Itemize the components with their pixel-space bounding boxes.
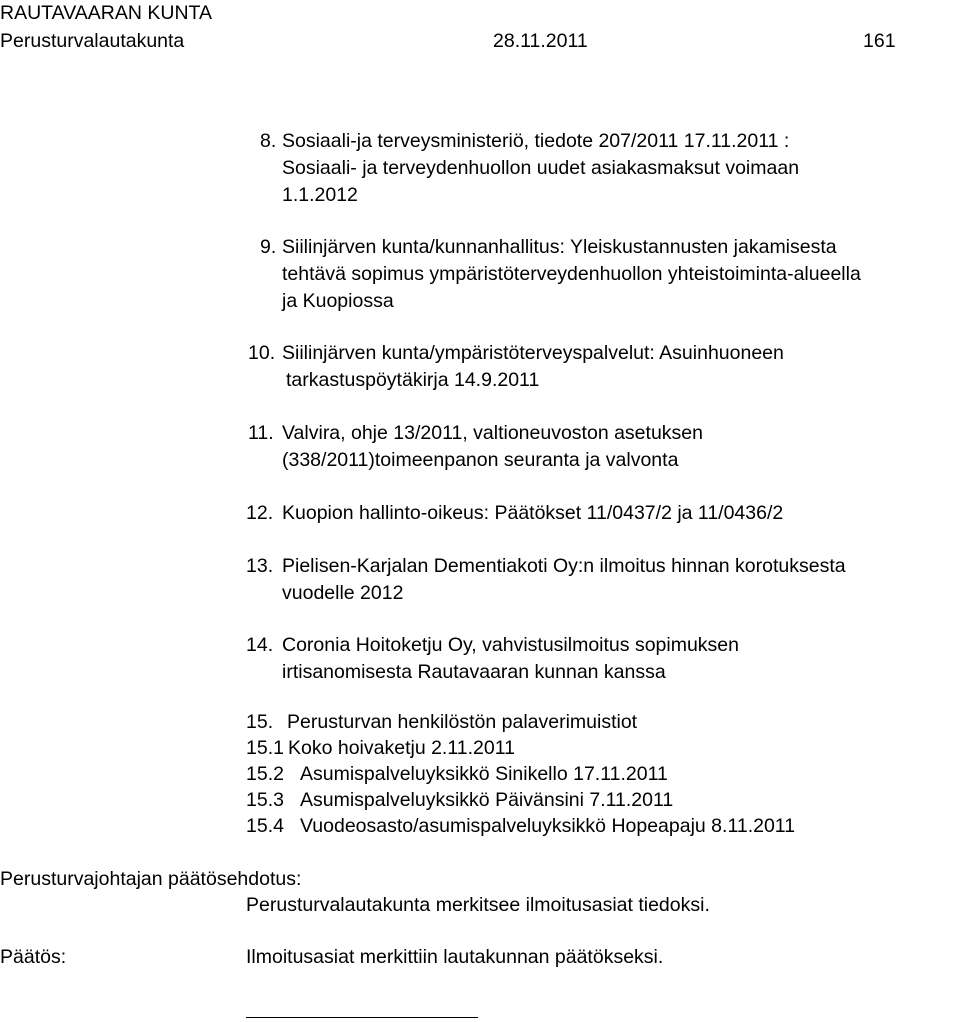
item-line: (338/2011)toimeenpanon seuranta ja valvonta bbox=[282, 449, 679, 471]
item-line: 1.1.2012 bbox=[282, 184, 358, 206]
item-line: Sosiaali- ja terveydenhuollon uudet asiakasmaksut voimaan bbox=[282, 157, 800, 179]
item-line: Siilinjärven kunta/kunnanhallitus: Yleiskustannusten jakamisesta bbox=[282, 236, 837, 258]
header-date: 28.11.2011 bbox=[493, 30, 588, 52]
proposal-text: Perusturvalautakunta merkitsee ilmoitusasiat tiedoksi. bbox=[246, 894, 710, 916]
item-line: Coronia Hoitoketju Oy, vahvistusilmoitus sopimuksen bbox=[282, 634, 739, 656]
item-number: 9. bbox=[260, 236, 277, 258]
item-line: irtisanomisesta Rautavaaran kunnan kanssa bbox=[282, 661, 666, 683]
subitem-number: 15.4 bbox=[246, 815, 284, 837]
item-line: ja Kuopiossa bbox=[282, 290, 394, 312]
subitem-number: 15.1 bbox=[246, 737, 284, 759]
subitem-text: Asumispalveluyksikkö Sinikello 17.11.2011 bbox=[300, 763, 668, 785]
header-page-number: 161 bbox=[863, 30, 896, 52]
item-line: Pielisen-Karjalan Dementiakoti Oy:n ilmoitus hinnan korotuksesta bbox=[282, 555, 846, 577]
item-number: 12. bbox=[246, 502, 274, 524]
item-line: tehtävä sopimus ympäristöterveydenhuollon yhteistoiminta-alueella bbox=[282, 263, 861, 285]
item-line: Siilinjärven kunta/ympäristöterveyspalvelut: Asuinhuoneen bbox=[282, 342, 784, 364]
proposal-label: Perusturvajohtajan päätösehdotus: bbox=[0, 868, 302, 890]
item-number: 13. bbox=[246, 555, 274, 577]
subitem-text: Vuodeosasto/asumispalveluyksikkö Hopeapaju 8.11.2011 bbox=[300, 815, 796, 837]
signature-line bbox=[246, 1017, 478, 1018]
item-number: 11. bbox=[248, 422, 274, 444]
header-committee: Perusturvalautakunta bbox=[0, 30, 185, 52]
subitem-text: Asumispalveluyksikkö Päivänsini 7.11.2011 bbox=[300, 789, 674, 811]
subitem-text: Koko hoivaketju 2.11.2011 bbox=[288, 737, 515, 759]
decision-label: Päätös: bbox=[0, 946, 67, 968]
item-line: tarkastuspöytäkirja 14.9.2011 bbox=[286, 369, 540, 391]
item-number: 14. bbox=[246, 634, 274, 656]
item-line: Kuopion hallinto-oikeus: Päätökset 11/0437/2 ja 11/0436/2 bbox=[282, 502, 784, 524]
header-organization: RAUTAVAARAN KUNTA bbox=[0, 2, 212, 24]
subitem-number: 15.2 bbox=[246, 763, 284, 785]
item-line: Perusturvan henkilöstön palaverimuistiot bbox=[287, 711, 638, 733]
item-number: 10. bbox=[248, 342, 276, 364]
subitem-number: 15.3 bbox=[246, 789, 284, 811]
decision-text: Ilmoitusasiat merkittiin lautakunnan päätökseksi. bbox=[246, 946, 664, 968]
item-line: vuodelle 2012 bbox=[282, 582, 404, 604]
item-line: Sosiaali-ja terveysministeriö, tiedote 207/2011 17.11.2011 : bbox=[282, 130, 790, 152]
item-number: 8. bbox=[260, 130, 277, 152]
item-number: 15. bbox=[246, 711, 274, 733]
item-line: Valvira, ohje 13/2011, valtioneuvoston asetuksen bbox=[282, 422, 703, 444]
